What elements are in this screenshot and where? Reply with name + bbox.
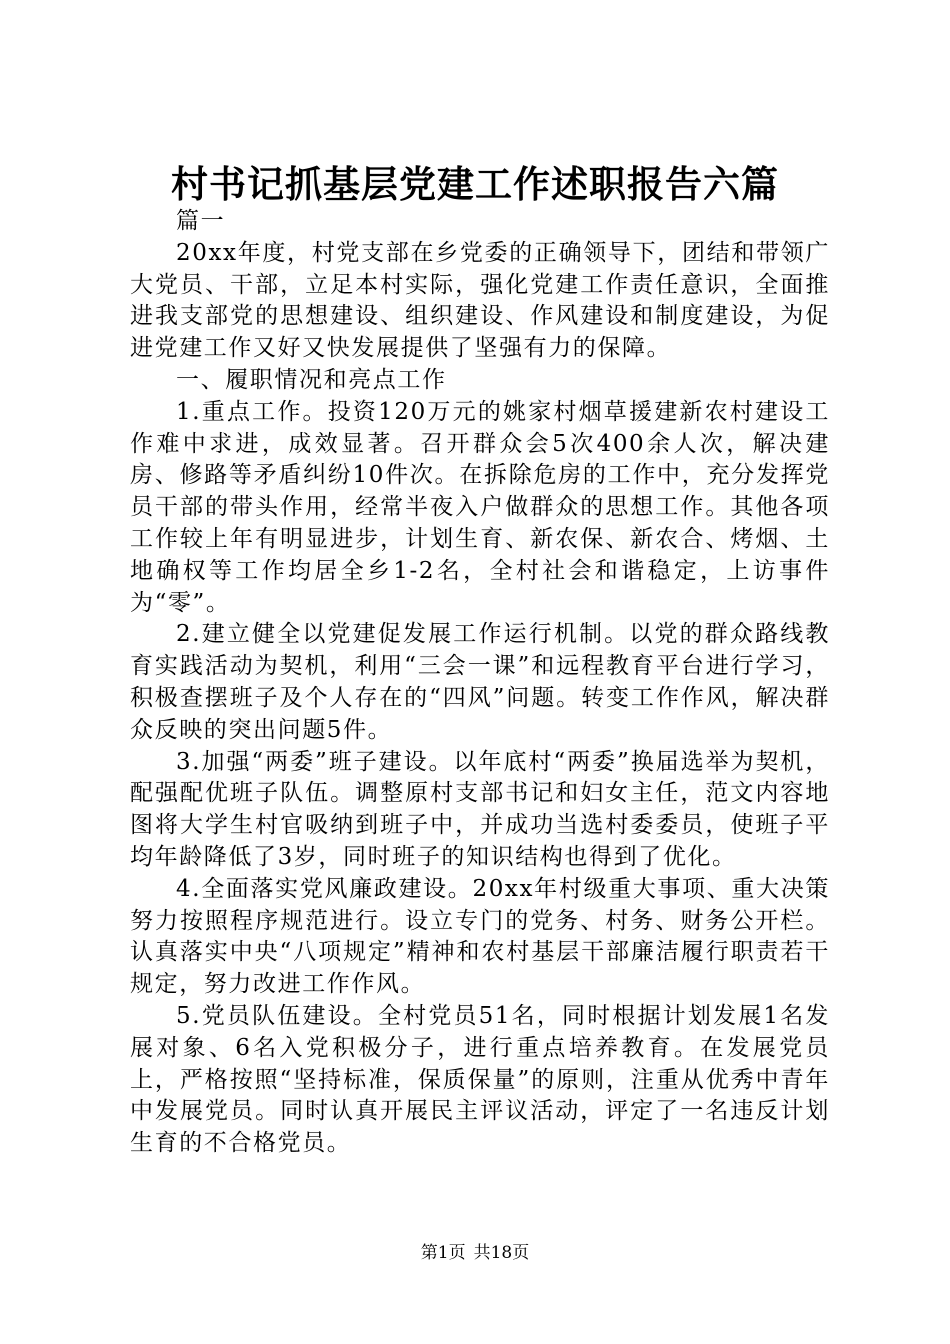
paragraph: 2.建立健全以党建促发展工作运行机制。以党的群众路线教育实践活动为契机，利用“三会一课”和远程教育平台进行学习，积极查摆班子及个人存在的“四风”问题。转变工作作风，解决群众反映的突出问题5件。 <box>130 621 830 743</box>
page-total: 共18页 <box>473 1243 530 1263</box>
section-heading: 篇一 <box>176 208 226 234</box>
section-heading: 一、履职情况和亮点工作 <box>176 366 447 393</box>
paragraph: 1.重点工作。投资120万元的姚家村烟草援建新农村建设工作难中求进，成效显著。召开群众会5次400余人次，解决建房、修路等矛盾纠纷10件次。在拆除危房的工作中，充分发挥党员干部的带头作用，经常半夜入户做群众的思想工作。其他各项工作较上年有明显进步，计划生育、新农保、新农合、烤烟、土地确权等工作均居全乡1-2名，全村社会和谐稳定，上访事件为“零”。 <box>130 398 830 616</box>
document-body <box>130 206 830 1160</box>
page-footer <box>0 1242 950 1264</box>
paragraph: 3.加强“两委”班子建设。以年底村“两委”换届选举为契机，配强配优班子队伍。调整原村支部书记和妇女主任，范文内容地图将大学生村官吸纳到班子中，并成功当选村委委员，使班子平均年龄降低了3岁，同时班子的知识结构也得到了优化。 <box>130 748 830 870</box>
paragraph: 4.全面落实党风廉政建设。20xx年村级重大事项、重大决策努力按照程序规范进行。设立专门的党务、村务、财务公开栏。认真落实中央“八项规定”精神和农村基层干部廉洁履行职责若干规定，努力改进工作作风。 <box>130 875 830 998</box>
paragraph: 20xx年度，村党支部在乡党委的正确领导下，团结和带领广大党员、干部，立足本村实际，强化党建工作责任意识，全面推进我支部党的思想建设、组织建设、作风建设和制度建设，为促进党建工作又好又快发展提供了坚强有力的保障。 <box>130 239 830 362</box>
paragraph: 5.党员队伍建设。全村党员51名，同时根据计划发展1名发展对象、6名入党积极分子，进行重点培养教育。在发展党员上，严格按照“坚持标准，保质保量”的原则，注重从优秀中青年中发展党员。同时认真开展民主评议活动，评定了一名违反计划生育的不合格党员。 <box>130 1002 830 1157</box>
page-number: 第1页 <box>420 1243 466 1263</box>
document-title: 村书记抓基层党建工作述职报告六篇 <box>171 162 779 206</box>
